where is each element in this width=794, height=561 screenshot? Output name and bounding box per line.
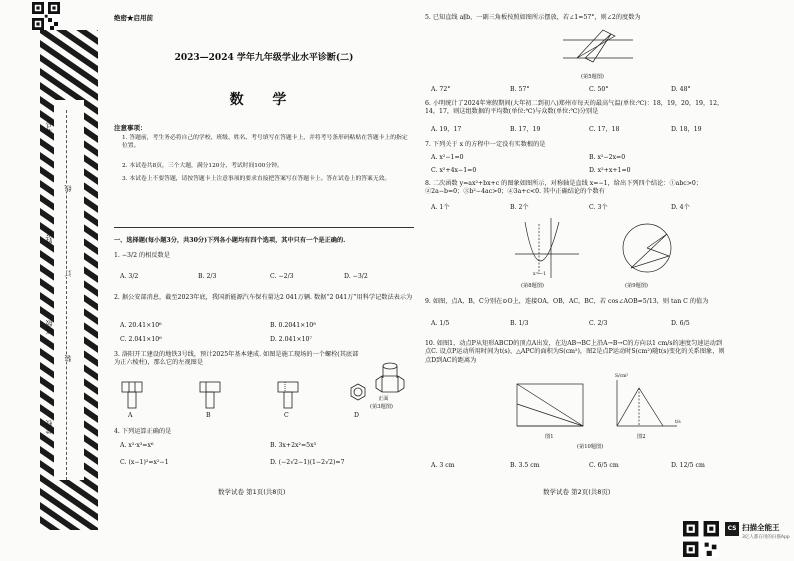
q10-graph-xlabel: t/s [675, 420, 681, 425]
q9-caption: (第9题图) [625, 283, 648, 289]
confidential-mark: 绝密★启用前 [114, 14, 153, 22]
question-4: 4. 下列运算正确的是 [114, 428, 172, 435]
q3-option-b: B [206, 412, 211, 419]
q3-caption: (第3题图) [370, 404, 393, 410]
q1-option-b: B. 2/3 [198, 273, 217, 280]
q3-option-d: D [354, 412, 359, 419]
question-9: 9. 如图，点A，B，C分别在⊙O上，连接OA，OB，AC，BC，若 cos∠AOB=5/13，则 tan C 的值为 [425, 298, 709, 305]
q8-option-d: D. 4个 [671, 204, 690, 211]
gutter-label-school: 学校 [45, 420, 53, 434]
q5-parallel-lines-figure [563, 26, 633, 72]
q2-option-b: B. 0.2041×10⁸ [270, 322, 316, 329]
q5-caption: (第5题图) [581, 74, 604, 80]
q9-option-a: A. 1/5 [431, 320, 450, 327]
q8-option-c: C. 3个 [589, 204, 608, 211]
question-5: 5. 已知直线 a∥b，一副三角板按照如图所示摆放，若∠1=57°，则∠2的度数为 [425, 14, 641, 21]
q7-option-b: B. x²−2x=0 [589, 154, 626, 161]
page-1-footer: 数学试卷 第1页(共8页) [218, 488, 286, 496]
camscanner-logo: CS [725, 522, 739, 536]
notice-heading: 注意事项： [114, 124, 147, 132]
notice-1: 1. 答题前，考生务必将自己的学校、班级、姓名、考号填写在答题卡上，并将考号条形码粘贴在答题卡上的指定位置。 [122, 135, 408, 149]
question-2: 2. 据公安部消息，截至2023年底，我国新能源汽车保有量达2 041万辆. 数据“2 041万”用科学记数法表示为 [114, 294, 413, 301]
subject-title: 数 学 [229, 92, 299, 108]
q8-parabola-figure [511, 214, 581, 280]
q3-bolt-figure [370, 360, 410, 404]
cut-mark-bind: 订 [64, 270, 72, 277]
q8-option-a: A. 1个 [431, 204, 450, 211]
question-8: 8. 二次函数 y=ax²+bx+c 的图象如图所示，对称轴是直线 x=−1，给出下列四个结论：①abc>0；②2a−b=0；③b²−4ac>0；④3a+c<0. 其中正确结论的个数有 [425, 180, 703, 196]
q10-option-d: D. 12/5 cm [671, 462, 705, 469]
section-heading: 一、选择题(每小题3分，共30分)下列各小题均有四个选项，其中只有一个是正确的. [114, 237, 346, 244]
cut-mark-line: 线 [64, 185, 72, 192]
q1-option-d: D. −3/2 [344, 273, 368, 280]
question-10: 10. 如图1，动点P从矩形ABCD的顶点A出发，在边AB→BC上沿A→B→C的方向以1 cm/s的速度匀速运动到点C. 设点P运动所用时间为t(s)，△APC的面积为S(cm²)，图2是点P运动时S(cm²)随t(s)变化的关系图象，则点D到AC的距离为 [425, 340, 725, 364]
cut-line [66, 110, 67, 480]
scanner-title: 扫描全能王 [742, 523, 780, 532]
question-3: 3. 洛阳开工建设的地铁3号线，预计2025年基本建成. 如图是施工现场的一个螺栓(其底部为正六棱柱)，那么它的左视图是 [114, 351, 359, 367]
q2-option-a: A. 20.41×10⁶ [120, 322, 162, 329]
q1-option-a: A. 3/2 [120, 273, 139, 280]
q1-option-c: C. −2/3 [270, 273, 294, 280]
q10-option-b: B. 3.5 cm [510, 462, 540, 469]
page-2-footer: 数学试卷 第2页(共8页) [543, 488, 611, 496]
notice-2: 2. 本试卷共8页，三个大题，满分120分，考试时间100分钟。 [122, 163, 283, 169]
q7-option-a: A. x²−1=0 [431, 154, 464, 161]
q10-fig2-label: 图2 [637, 434, 646, 440]
q10-graph-ylabel: S/cm² [615, 374, 629, 379]
qr-code-icon [32, 2, 60, 30]
q4-option-b: B. 3x+2x²=5x³ [270, 442, 317, 449]
question-7: 7. 下列关于 x 的方程中一定没有实数根的是 [425, 141, 546, 148]
q10-rectangle-figure [511, 380, 591, 430]
q6-option-d: D. 18，19 [671, 126, 702, 133]
q4-option-a: A. x²·x³=x⁶ [120, 442, 154, 449]
q9-circle-figure [617, 216, 677, 280]
q10-option-a: A. 3 cm [431, 462, 455, 469]
q5-option-c: C. 50° [589, 86, 609, 93]
q5-option-b: B. 57° [510, 86, 530, 93]
q10-fig1-label: 图1 [545, 434, 554, 440]
q6-option-c: C. 17，18 [589, 126, 620, 133]
notice-3: 3. 本试卷上不要答题，请按答题卡上注意事项的要求直接把答案写在答题卡上。答在试卷上的答案无效。 [122, 176, 391, 182]
cut-mark-fold: 装 [64, 355, 72, 362]
binding-stripe [40, 30, 98, 31]
q2-option-c: C. 2.041×10⁶ [120, 336, 162, 343]
q8-axis-label: x=−1 [533, 272, 546, 277]
q4-option-d: D. (−2√2−1)(1−2√2)=7 [270, 459, 345, 466]
q4-option-c: C. (x−1)²=x²−1 [120, 459, 169, 466]
q8-caption: (第8题图) [521, 283, 544, 289]
q6-option-b: B. 17，19 [510, 126, 541, 133]
question-6: 6. 小明统计了2024年寒假期间(大年初二到初八)郑州市每天的最高气温(单位:℃)：18，19，20，19，12，14，17，则这组数据的平均数(单位:℃)与众数(单位:℃)分别是 [425, 100, 724, 116]
q3-front-label: 正面 [378, 396, 389, 402]
q8-option-b: B. 2个 [510, 204, 529, 211]
q3-view-options-figure [118, 378, 378, 418]
q10-graph-figure [609, 376, 679, 432]
gutter-label-class: 班级 [45, 320, 53, 334]
q3-option-a: A [128, 412, 133, 419]
gutter-label-name: 姓名 [45, 230, 53, 244]
binding-gutter [0, 0, 110, 561]
q5-option-d: D. 48° [671, 86, 691, 93]
exam-title: 2023—2024 学年九年级学业水平诊断(二) [174, 53, 354, 63]
scanner-subtitle: 3亿人都在用的扫描App [742, 535, 790, 540]
gutter-blank-area [54, 100, 84, 480]
q9-option-d: D. 6/5 [671, 320, 690, 327]
scanner-qr-icon [683, 521, 719, 557]
section-divider [114, 227, 414, 228]
q9-option-c: C. 2/3 [589, 320, 608, 327]
q10-caption: (第10题图) [577, 444, 604, 450]
question-1: 1. −3/2 的相反数是 [114, 252, 170, 259]
q7-option-d: D. x²+x+1=0 [589, 167, 631, 174]
q2-option-d: D. 2.041×10⁷ [270, 336, 312, 343]
binding-stripes [40, 30, 98, 530]
q3-option-c: C [284, 412, 289, 419]
q7-option-c: C. x²+4x−1=0 [431, 167, 477, 174]
q9-option-b: B. 1/3 [510, 320, 529, 327]
q6-option-a: A. 19，17 [431, 126, 462, 133]
gutter-label-exam-number: 考号 [45, 120, 53, 134]
q10-option-c: C. 6/5 cm [589, 462, 619, 469]
q5-option-a: A. 72° [431, 86, 451, 93]
